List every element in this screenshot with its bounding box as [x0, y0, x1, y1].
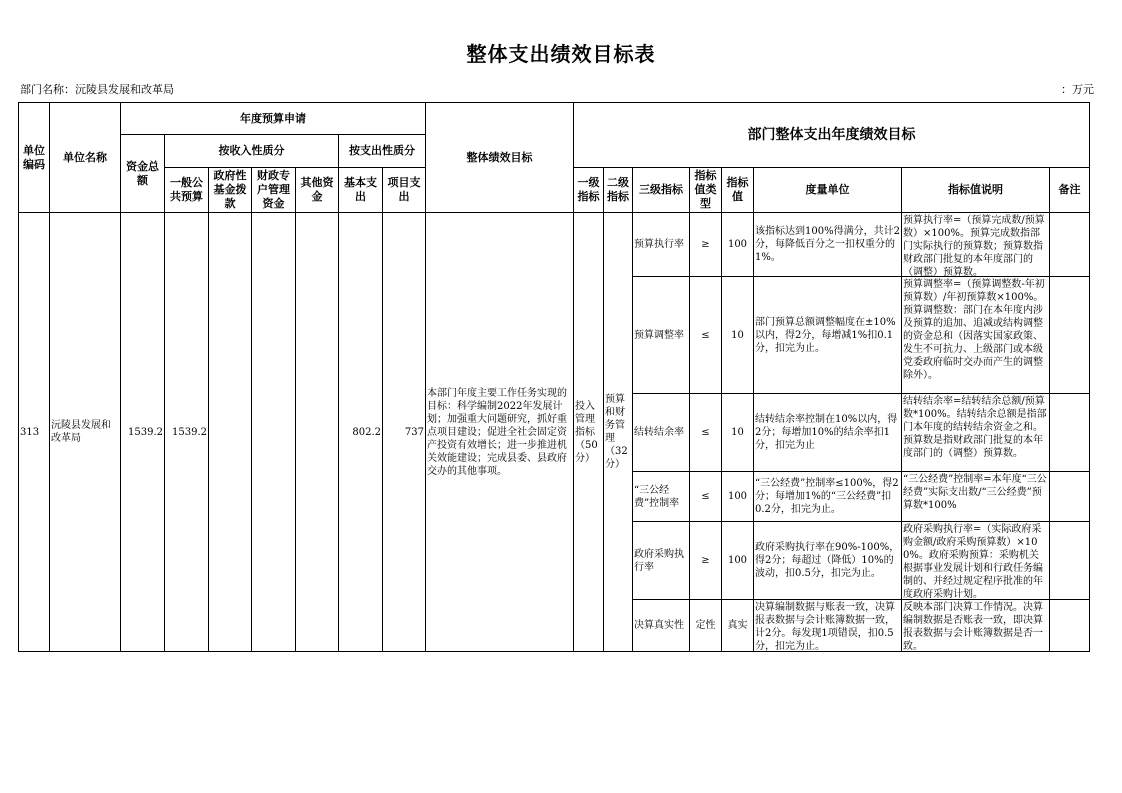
indicator-measure: 部门预算总额调整幅度在±10%以内，得2分，每增减1%扣0.1分，扣完为止。 — [754, 277, 902, 394]
indicator-type: ≤ — [690, 277, 722, 394]
indicator-type: ≥ — [690, 213, 722, 277]
header-remark: 备注 — [1050, 168, 1090, 213]
indicator-name: 预算调整率 — [633, 277, 690, 394]
indicator-value: 100 — [722, 213, 754, 277]
indicator-explain-text: 反映本部门决算工作情况。决算编制数据是否账表一致，即决算报表数据与会计账簿数据是否一致。 — [903, 601, 1043, 651]
indicator-name: 政府采购执行率 — [633, 522, 690, 600]
cell-level2: 预算和财务管理（32分） — [604, 213, 633, 652]
indicator-explain-text: “三公经费”控制率=本年度“三公经费”实际支出数/“三公经费”预算数*100% — [903, 473, 1047, 511]
indicator-explain-text: 结转结余率=结转结余总额/预算数*100%。结转结余总额是指部门本年度的结转结余资金之和。预算数是指财政部门批复的本年度部门的（调整）预算数。 — [903, 395, 1047, 459]
header-explain: 指标值说明 — [902, 168, 1050, 213]
indicator-measure: 结转结余率控制在10%以内，得2分；每增加10%的结余率扣1分，扣完为止 — [754, 394, 902, 472]
indicator-explain — [902, 394, 1050, 472]
header-level2: 二级指标 — [604, 168, 633, 213]
indicator-value: 真实 — [722, 600, 754, 652]
header-general-budget: 一般公共预算 — [165, 168, 209, 213]
indicator-remark — [1050, 522, 1090, 600]
header-fiscal-special: 财政专户管理资金 — [252, 168, 296, 213]
indicator-remark — [1050, 213, 1090, 277]
indicator-explain — [902, 472, 1050, 522]
cell-unit-name: 沅陵县发展和改革局 — [50, 213, 121, 652]
header-project: 项目支出 — [383, 168, 426, 213]
header-value-type: 指标值类型 — [690, 168, 722, 213]
header-annual-budget: 年度预算申请 — [121, 103, 426, 135]
indicator-remark — [1050, 277, 1090, 394]
indicator-name: 结转结余率 — [633, 394, 690, 472]
cell-project: 737 — [383, 213, 426, 652]
header-measure: 度量单位 — [754, 168, 902, 213]
indicator-explain-text: 政府采购执行率=（实际政府采购金额/政府采购预算数）×100%。政府采购预算：采购机关根据事业发展计划和行政任务编制的、并经过规定程序批准的年度政府采购计划。 — [903, 523, 1043, 599]
indicator-measure: “三公经费”控制率≤100%，得2分；每增加1%的“三公经费”扣0.2分，扣完为止。 — [754, 472, 902, 522]
indicator-explain-text: 预算执行率=（预算完成数/预算数）×100%。预算完成数指部门实际执行的预算数；预算数指财政部门批复的本年度部门的（调整）预算数。 — [903, 214, 1045, 276]
cell-unit-code: 313 — [19, 213, 50, 652]
cell-basic: 802.2 — [339, 213, 383, 652]
page-title: 整体支出绩效目标表 — [466, 42, 656, 66]
indicator-explain — [902, 213, 1050, 277]
indicator-type: ≥ — [690, 522, 722, 600]
cell-other-funds — [296, 213, 339, 652]
indicator-value: 10 — [722, 394, 754, 472]
indicator-type: ≤ — [690, 472, 722, 522]
indicator-name: 决算真实性 — [633, 600, 690, 652]
cell-fiscal-special — [252, 213, 296, 652]
unit-label: ：万元 — [1061, 83, 1094, 96]
header-gov-fund: 政府性基金拨款 — [209, 168, 252, 213]
header-unit-name: 单位名称 — [50, 103, 121, 213]
department-label: 部门名称：沅陵县发展和改革局 — [20, 83, 174, 96]
indicator-type: ≤ — [690, 394, 722, 472]
indicator-measure — [754, 600, 902, 652]
cell-total: 1539.2 — [121, 213, 165, 652]
indicator-value: 10 — [722, 277, 754, 394]
indicator-explain — [902, 600, 1050, 652]
header-level3: 三级指标 — [633, 168, 690, 213]
performance-table — [18, 102, 1090, 652]
indicator-type: 定性 — [690, 600, 722, 652]
cell-general-budget: 1539.2 — [165, 213, 209, 652]
indicator-measure: 该指标达到100%得满分，共计2分，每降低百分之一扣权重分的1%。 — [754, 213, 902, 277]
header-value: 指标值 — [722, 168, 754, 213]
indicator-explain — [902, 522, 1050, 600]
header-total: 资金总额 — [121, 135, 165, 213]
cell-overall-goal: 本部门年度主要工作任务实现的目标：科学编制2022年发展计划；加强重大问题研究，抓好重点项目建设；促进全社会固定资产投资有效增长；进一步推进机关效能建设；完成县委、县政府交办的其他事项。 — [426, 213, 574, 652]
indicator-name: “三公经费”控制率 — [633, 472, 690, 522]
indicator-name: 预算执行率 — [633, 213, 690, 277]
header-basic: 基本支出 — [339, 168, 383, 213]
indicator-measure-text: 决算编制数据与账表一致，决算报表数据与会计账簿数据一致，计2分。每发现1项错误，扣0.5分，扣完为止。 — [755, 601, 895, 651]
indicator-value: 100 — [722, 522, 754, 600]
header-unit-code: 单位编码 — [19, 103, 50, 213]
indicator-measure: 政府采购执行率在90%-100%，得2分；每超过（降低）10%的波动，扣0.5分，扣完为止。 — [754, 522, 902, 600]
indicator-value: 100 — [722, 472, 754, 522]
cell-level1: 投入管理指标（50分） — [574, 213, 604, 652]
header-level1: 一级指标 — [574, 168, 604, 213]
header-by-expense: 按支出性质分 — [339, 135, 426, 168]
header-overall-goal: 整体绩效目标 — [426, 103, 574, 213]
indicator-explain-text: 预算调整率=（预算调整数-年初预算数）/年初预算数×100%。预算调整数：部门在本年度内涉及预算的追加、追减或结构调整的资金总和（因落实国家政策、发生不可抗力、上级部门或本级党委政府临时交办而产生的调整除外）。 — [903, 278, 1045, 381]
indicator-explain — [902, 277, 1050, 394]
indicator-remark — [1050, 600, 1090, 652]
indicator-remark — [1050, 394, 1090, 472]
header-dept-goal: 部门整体支出年度绩效目标 — [574, 103, 1090, 168]
cell-gov-fund — [209, 213, 252, 652]
header-by-income: 按收入性质分 — [165, 135, 339, 168]
indicator-remark — [1050, 472, 1090, 522]
header-other-funds: 其他资金 — [296, 168, 339, 213]
